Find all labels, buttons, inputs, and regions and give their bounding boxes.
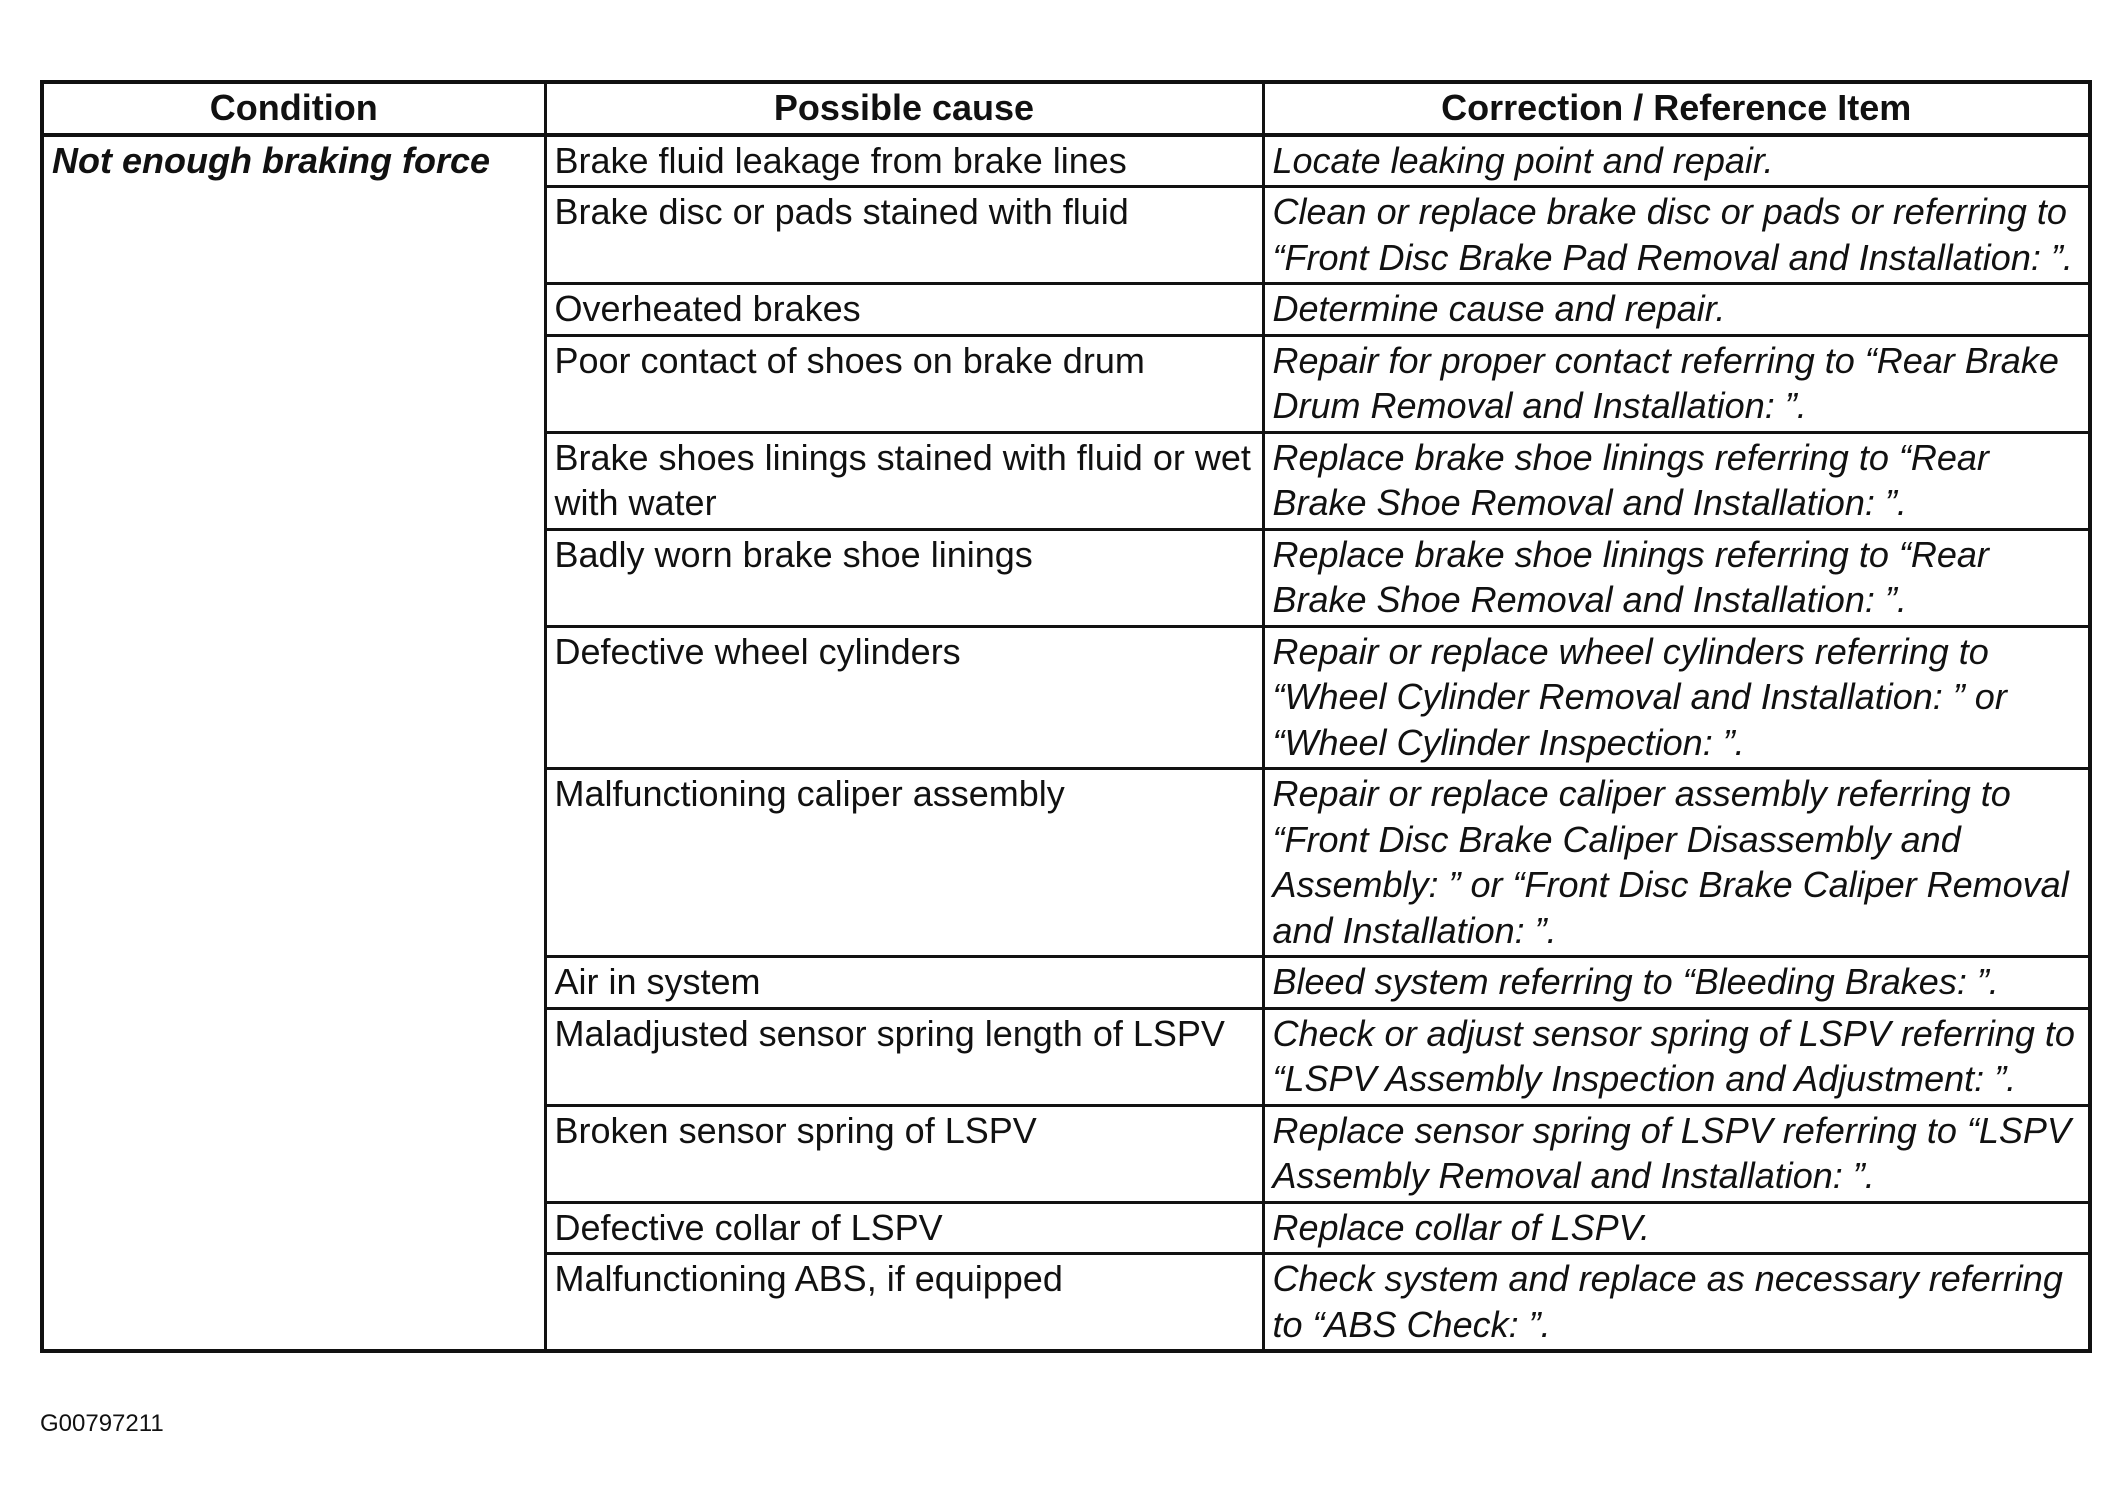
cause-cell: Malfunctioning caliper assembly <box>545 769 1263 957</box>
cause-cell: Poor contact of shoes on brake drum <box>545 335 1263 432</box>
diagnosis-table-wrapper <box>40 80 2088 1353</box>
correction-cell: Repair or replace wheel cylinders referring to “Wheel Cylinder Removal and Installation: ” or “Wheel Cylinder Inspection: ”. <box>1263 626 2090 769</box>
header-condition: Condition <box>42 82 545 135</box>
cause-cell: Overheated brakes <box>545 284 1263 336</box>
cause-cell: Defective wheel cylinders <box>545 626 1263 769</box>
correction-cell: Check or adjust sensor spring of LSPV referring to “LSPV Assembly Inspection and Adjustment: ”. <box>1263 1008 2090 1105</box>
cause-cell: Maladjusted sensor spring length of LSPV <box>545 1008 1263 1105</box>
correction-cell: Bleed system referring to “Bleeding Brakes: ”. <box>1263 957 2090 1009</box>
cause-cell: Brake disc or pads stained with fluid <box>545 187 1263 284</box>
cause-cell: Defective collar of LSPV <box>545 1202 1263 1254</box>
table-header-row <box>42 82 2090 135</box>
cause-cell: Badly worn brake shoe linings <box>545 529 1263 626</box>
cause-cell: Air in system <box>545 957 1263 1009</box>
correction-cell: Repair or replace caliper assembly referring to “Front Disc Brake Caliper Disassembly and Assembly: ” or “Front Disc Brake Caliper Removal and Installation: ”. <box>1263 769 2090 957</box>
correction-cell: Replace brake shoe linings referring to “Rear Brake Shoe Removal and Installation: ”. <box>1263 529 2090 626</box>
correction-cell: Repair for proper contact referring to “Rear Brake Drum Removal and Installation: ”. <box>1263 335 2090 432</box>
figure-code: G00797211 <box>40 1410 164 1437</box>
cause-cell: Brake shoes linings stained with fluid or wet with water <box>545 432 1263 529</box>
header-possible-cause: Possible cause <box>545 82 1263 135</box>
cause-cell: Malfunctioning ABS, if equipped <box>545 1254 1263 1352</box>
brake-diagnosis-table <box>40 80 2092 1353</box>
correction-cell: Determine cause and repair. <box>1263 284 2090 336</box>
header-correction: Correction / Reference Item <box>1263 82 2090 135</box>
condition-cell: Not enough braking force <box>42 135 545 1352</box>
correction-cell: Replace sensor spring of LSPV referring to “LSPV Assembly Removal and Installation: ”. <box>1263 1105 2090 1202</box>
correction-cell: Replace collar of LSPV. <box>1263 1202 2090 1254</box>
correction-cell: Clean or replace brake disc or pads or referring to “Front Disc Brake Pad Removal and Installation: ”. <box>1263 187 2090 284</box>
cause-cell: Brake fluid leakage from brake lines <box>545 135 1263 187</box>
correction-cell: Check system and replace as necessary referring to “ABS Check: ”. <box>1263 1254 2090 1352</box>
correction-cell: Replace brake shoe linings referring to “Rear Brake Shoe Removal and Installation: ”. <box>1263 432 2090 529</box>
table-row <box>42 135 2090 187</box>
cause-cell: Broken sensor spring of LSPV <box>545 1105 1263 1202</box>
correction-cell: Locate leaking point and repair. <box>1263 135 2090 187</box>
